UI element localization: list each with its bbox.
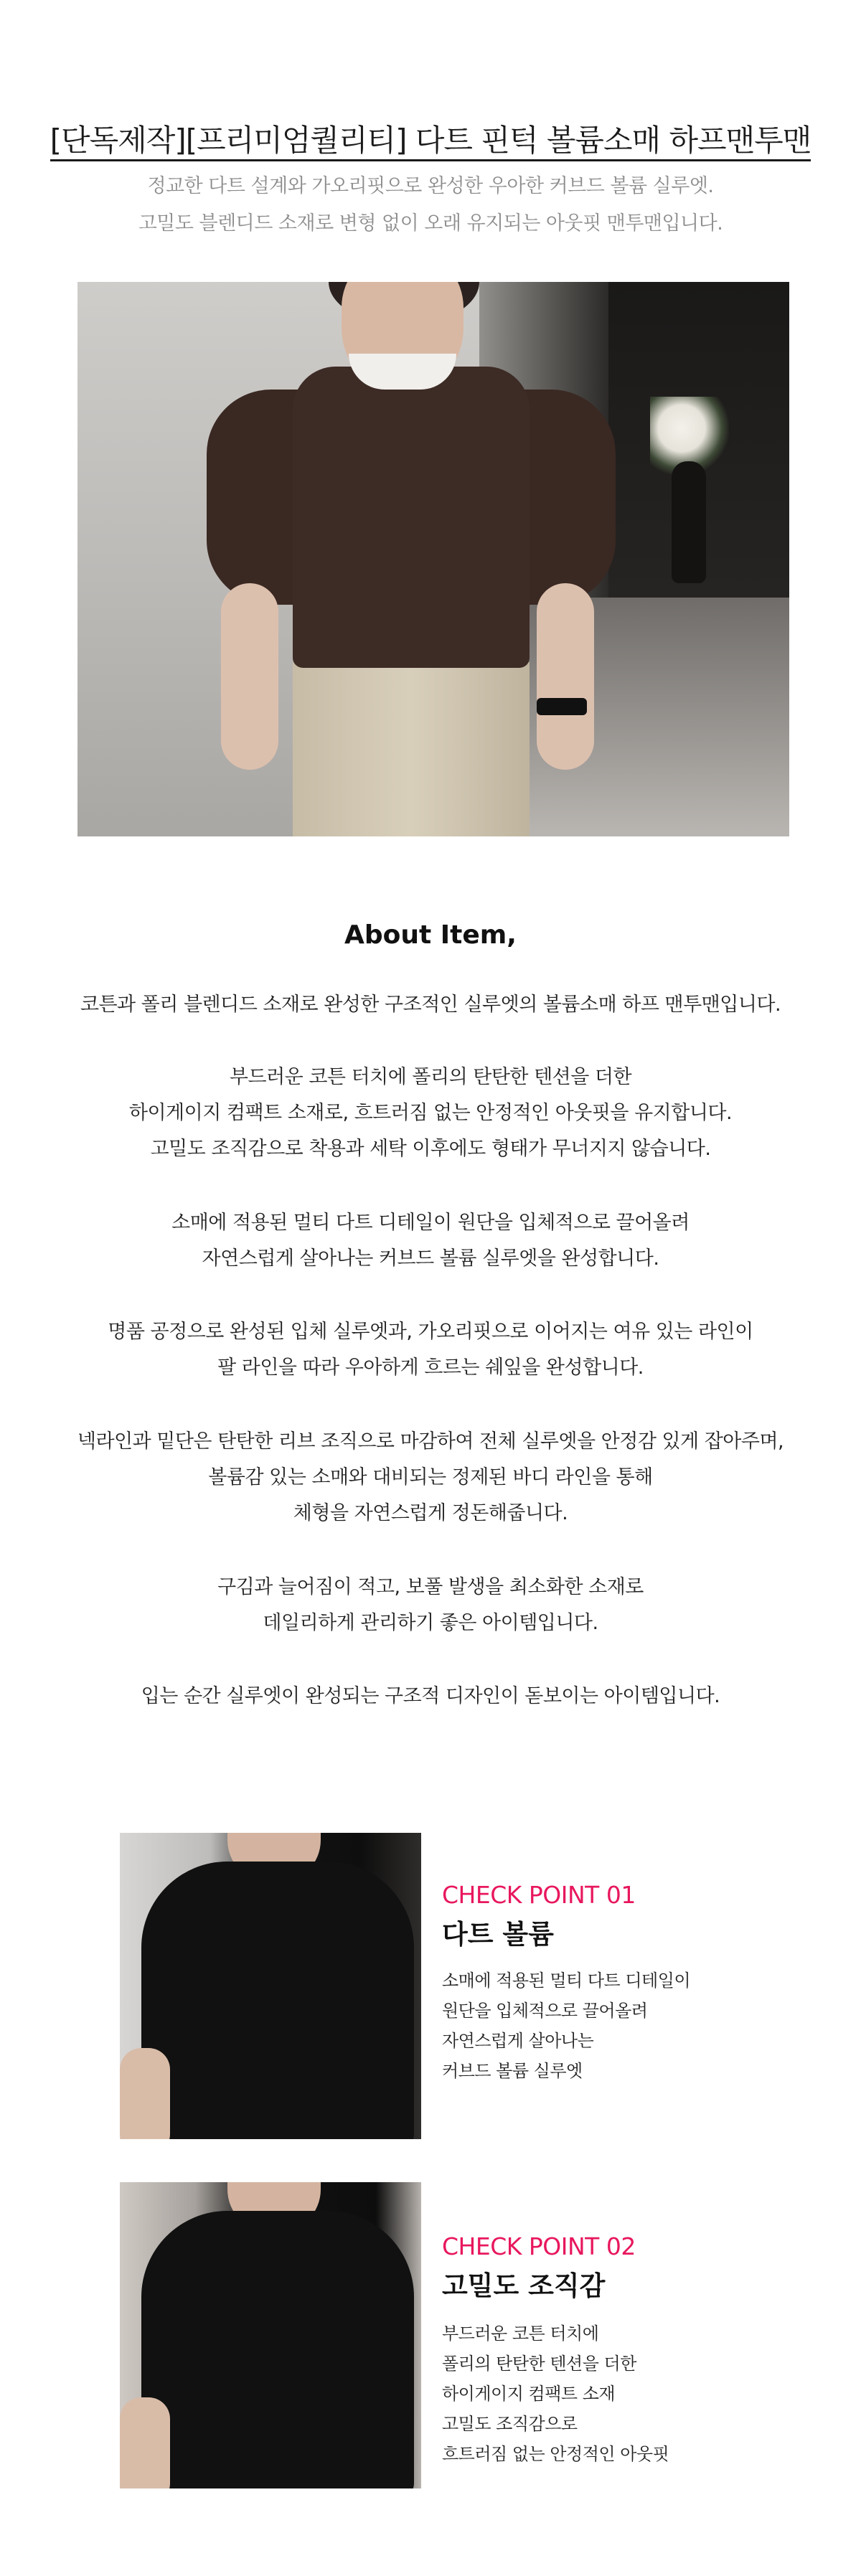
hero-product-photo [77, 282, 789, 836]
check-point-1-label: CHECK POINT 01 [442, 1881, 636, 1909]
check-point-2-heading: 고밀도 조직감 [442, 2270, 606, 2301]
product-title: [단독제작][프리미엄퀄리티] 다트 핀턱 볼륨소매 하프맨투맨 [0, 121, 861, 161]
check-point-2-label: CHECK POINT 02 [442, 2232, 636, 2260]
about-paragraph-1: 코튼과 폴리 블렌디드 소재로 완성한 구조적인 실루엣의 볼륨소매 하프 맨투맨입니다. [80, 994, 781, 1016]
about-paragraph-3: 소매에 적용된 멀티 다트 디테일이 원단을 입체적으로 끌어올려 자연스럽게 살아나는 커브드 볼륨 실루엣을 완성합니다. [171, 1212, 690, 1270]
about-paragraph-5: 넥라인과 밑단은 탄탄한 리브 조직으로 마감하여 전체 실루엣을 안정감 있게 잡아주며, 볼륨감 있는 소매와 대비되는 정제된 바디 라인을 통해 체형을 자연스럽게 정돈해줍니다. [77, 1430, 784, 1524]
about-paragraph-7: 입는 순간 실루엣이 완성되는 구조적 디자인이 돋보이는 아이템입니다. [141, 1685, 720, 1707]
product-subtitle-line-1: 정교한 다트 설계와 가오리핏으로 완성한 우아한 커브드 볼륨 실루엣. [147, 175, 714, 197]
check-point-2-description: 부드러운 코튼 터치에 폴리의 탄탄한 텐션을 더한 하이게이지 컴팩트 소재 고밀도 조직감으로 흐트러짐 없는 안정적인 아웃핏 [442, 2323, 669, 2464]
check-point-1-description: 소매에 적용된 멀티 다트 디테일이 원단을 입체적으로 끌어올려 자연스럽게 살아나는 커브드 볼륨 실루엣 [442, 1971, 691, 2081]
about-paragraph-4: 명품 공정으로 완성된 입체 실루엣과, 가오리핏으로 이어지는 여유 있는 라인이 팔 라인을 따라 우아하게 흐르는 쉐잎을 완성합니다. [108, 1321, 753, 1379]
about-heading: About Item, [344, 920, 517, 950]
check-point-1-heading: 다트 볼륨 [442, 1919, 554, 1950]
check-point-2-photo [120, 2182, 421, 2488]
about-paragraph-6: 구김과 늘어짐이 적고, 보풀 발생을 최소화한 소재로 데일리하게 관리하기 좋은 아이템입니다. [217, 1576, 644, 1634]
about-paragraph-2: 부드러운 코튼 터치에 폴리의 탄탄한 텐션을 더한 하이게이지 컴팩트 소재로, 흐트러짐 없는 안정적인 아웃핏을 유지합니다. 고밀도 조직감으로 착용과 세탁 이후에도 형태가 무너지지 않습니다. [128, 1066, 733, 1160]
product-subtitle-line-2: 고밀도 블렌디드 소재로 변형 없이 오래 유지되는 아웃핏 맨투맨입니다. [138, 212, 723, 235]
check-point-1-photo [120, 1833, 421, 2139]
